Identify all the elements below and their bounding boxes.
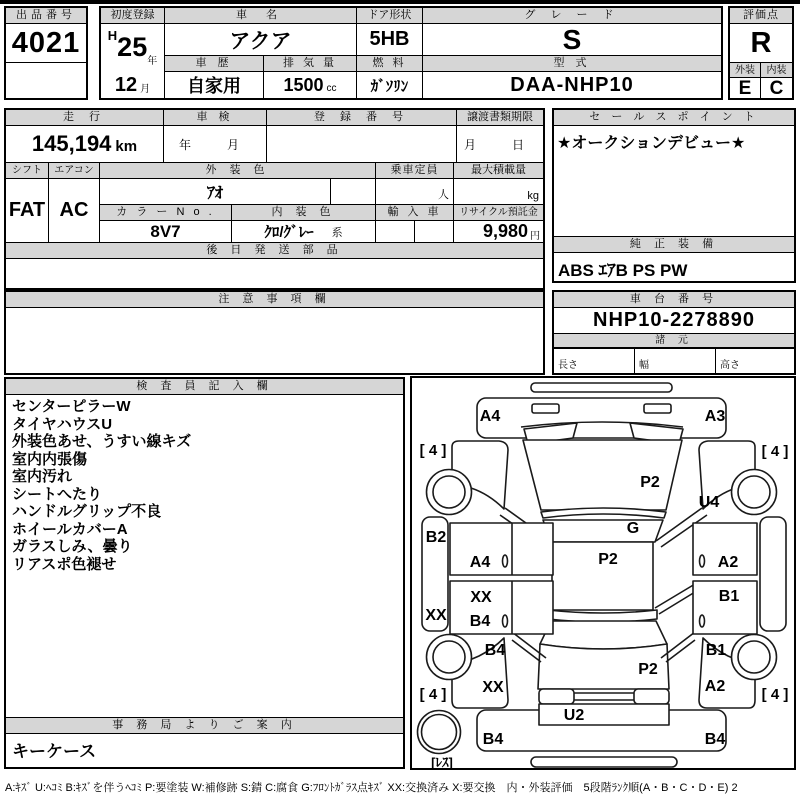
cautions-label: 注 意 事 項 欄 [6,292,543,308]
damage-code-label: P2 [638,661,658,678]
inspector-note-line: ガラスしみ、曇り [12,538,133,555]
displacement-number: 1500 [283,74,324,95]
inspection-value: 年 月 [178,137,251,152]
transfer-deadline-value: 月 日 [463,137,536,152]
interior-color-label: 内 装 色 [232,204,375,221]
spec-height-label: 高さ [720,360,740,371]
later-parts-label: 後 日 発 送 部 品 [6,243,543,259]
displacement-unit: cc [326,82,337,94]
chassis-no-value: NHP10-2278890 [593,309,755,331]
equipment-value: ABS ｴｱB PS PW [558,261,688,280]
month-value: 12 [114,74,138,96]
damage-code-label: [ 4 ] [761,443,789,460]
damage-code-label: A4 [469,554,491,571]
import-car-cell-right [415,221,454,242]
damage-code-label: B2 [425,529,447,546]
damage-code-label: B1 [718,588,740,605]
fuel-label: 燃 料 [357,55,422,72]
sales-point-label: セ ー ル ス ポ イ ン ト [554,110,794,126]
damage-code-label: XX [482,679,504,696]
shift-col [6,163,49,242]
lot-stamp-area [6,62,86,100]
damage-code-label: U4 [698,494,720,511]
fuel-value: ｶﾞｿﾘﾝ [370,77,409,95]
recycle-deposit-unit: 円 [530,231,540,242]
import-car-label: 輸 入 車 [376,204,453,221]
year-unit: 年 [147,56,158,67]
door-shape-label: ドア形状 [357,8,422,24]
cautions-value [6,308,543,372]
damage-code-label: U2 [563,707,585,724]
inspector-note-line: ホイールカバーA [12,520,128,538]
car-damage-diagram [412,378,794,768]
car-name-value: アクア [229,29,292,53]
inspector-label: 検 査 員 記 入 欄 [6,379,403,395]
recycle-deposit-label: リサイクル預託金 [454,204,543,221]
transfer-deadline-col [457,110,543,162]
capacity-col [376,163,454,242]
damage-code-label: P2 [598,551,618,568]
chassis-box [552,290,796,375]
aircon-col [49,163,100,242]
aircon-value: AC [59,199,89,221]
car-name-col [165,8,357,98]
registration-no-col [267,110,457,162]
interior-color-value [232,221,375,242]
cautions-box [4,290,545,375]
recycle-deposit-number: 9,980 [482,221,528,241]
inspector-notes-list [6,395,403,717]
specs-label: 諸 元 [554,333,794,348]
first-registration-col [101,8,165,98]
inspector-note-line: リアスポ色褪せ [12,555,117,573]
car-damage-diagram-box [410,376,796,770]
sales-point-box [552,108,796,283]
sales-point-value: ★オークションデビュー★ [557,135,746,152]
inspector-note-line: シートへたり [12,485,103,503]
damage-code-label: XX [425,607,447,624]
inspector-notes-box [4,377,405,769]
max-load-label: 最大積載量 [454,163,543,179]
inspector-note-line: タイヤハウスU [12,415,113,433]
first-registration-month [101,69,164,98]
recycle-deposit-value [454,221,543,242]
inspector-note-line: 室内内張傷 [12,450,88,468]
year-value: 25 [117,32,148,62]
displacement-value [264,72,356,98]
score-value: R [750,26,772,59]
capacity-label: 乗車定員 [376,163,453,179]
damage-code-label: A4 [479,408,501,425]
first-registration-label: 初度登録 [101,8,164,24]
damage-code-label: P2 [640,474,660,491]
import-car-cell-left [376,221,415,242]
chassis-no-label: 車 台 番 号 [554,292,794,308]
inspector-note-line: ハンドルグリップ不良 [12,503,162,520]
damage-code-label: B4 [469,613,491,630]
damage-code-label: B4 [484,642,506,659]
interior-score-label: 内装 [761,63,792,77]
history-label: 車 歴 [165,55,263,72]
max-load-col [454,163,543,242]
model-code-value: DAA-NHP10 [510,73,634,96]
mileage-number: 145,194 [31,131,112,156]
history-col [165,55,264,98]
inspector-note-line: 外装色あせ、うすい線キズ [12,433,192,450]
main-detail-table [4,108,545,290]
inspector-note-line: 室内汚れ [12,468,73,485]
registration-no-label: 登 録 番 号 [267,110,456,126]
color-no-value: 8V7 [100,221,232,242]
color-group [100,163,376,242]
later-parts-value [6,259,543,288]
damage-code-label: [ 4 ] [419,442,447,459]
damage-code-label: B1 [705,642,727,659]
max-load-unit: kg [527,190,539,202]
office-info-label: 事 務 局 よ り ご 案 内 [6,717,403,734]
damage-code-overlay [412,378,794,768]
damage-legend: A:ｷｽﾞ U:ﾍｺﾐ B:ｷｽﾞを伴うﾍｺﾐ P:要塗装 W:補修跡 S:錆 C:腐食 G:ﾌﾛﾝﾄｶﾞﾗｽ点ｷｽﾞ XX:交換済み X:要交換 内・外装評価 5段階ﾗﾝｸ順(A・B・C・D・E) 2 [5,782,738,794]
inspection-label: 車 検 [164,110,266,126]
lot-number-box [4,6,88,100]
top-border-bar [0,0,800,4]
grade-col [423,8,721,98]
damage-code-label: [ﾚｽ] [431,755,453,770]
displacement-label: 排 気 量 [264,55,356,72]
exterior-score-label: 外装 [730,63,761,77]
door-shape-value: 5HB [369,28,410,50]
door-shape-col [357,8,423,98]
damage-code-label: [ 4 ] [419,686,447,703]
interior-score-value: C [769,78,784,99]
color-no-label: カ ラ ー N o . [100,204,232,221]
exterior-color-extra-cell [331,179,375,204]
vehicle-header-table [99,6,723,100]
mileage-label: 走 行 [6,110,163,126]
mileage-unit: km [115,138,138,155]
spec-length-label: 長さ [554,349,635,375]
spec-width-label: 幅 [635,349,716,375]
equipment-label: 純 正 装 備 [554,236,794,253]
aircon-label: エアコン [49,163,99,179]
office-info-value: キーケース [12,742,97,761]
interior-color-suffix: 系 [331,226,343,239]
shift-value: FAT [8,199,46,221]
damage-code-label: B4 [704,731,726,748]
month-unit: 月 [140,84,151,95]
score-label: 評価点 [730,8,792,24]
car-name-label: 車 名 [165,8,356,24]
damage-code-label: XX [470,589,492,606]
mileage-value [6,126,163,162]
exterior-color-value: ｱｵ [100,179,331,204]
damage-code-label: A2 [704,678,726,695]
grade-label: グ レ ー ド [423,8,721,24]
damage-code-label: B4 [482,731,504,748]
first-registration-year [101,24,164,69]
era-letter: H [107,28,118,43]
interior-color-text: ｸﾛ/ｸﾞﾚｰ [264,224,314,241]
grade-value: S [562,23,582,55]
registration-no-value [267,126,456,162]
damage-code-label: A3 [704,408,726,425]
inspector-note-line: センターピラーW [12,398,131,415]
exterior-score-value: E [730,78,761,99]
lot-number-value: 4021 [11,26,81,59]
history-value: 自家用 [187,76,241,96]
damage-code-label: G [626,520,640,537]
model-code-label: 型 式 [423,55,721,72]
transfer-deadline-label: 譲渡書類期限 [457,110,543,126]
lot-number-label: 出品番号 [6,8,86,24]
damage-code-label: [ 4 ] [761,686,789,703]
mileage-col [6,110,164,162]
damage-code-label: A2 [717,554,739,571]
score-box [728,6,794,100]
capacity-unit: 人 [438,189,449,201]
inspection-col [164,110,267,162]
exterior-color-label: 外 装 色 [100,163,375,179]
displacement-col [264,55,356,98]
shift-label: シフト [6,163,48,179]
